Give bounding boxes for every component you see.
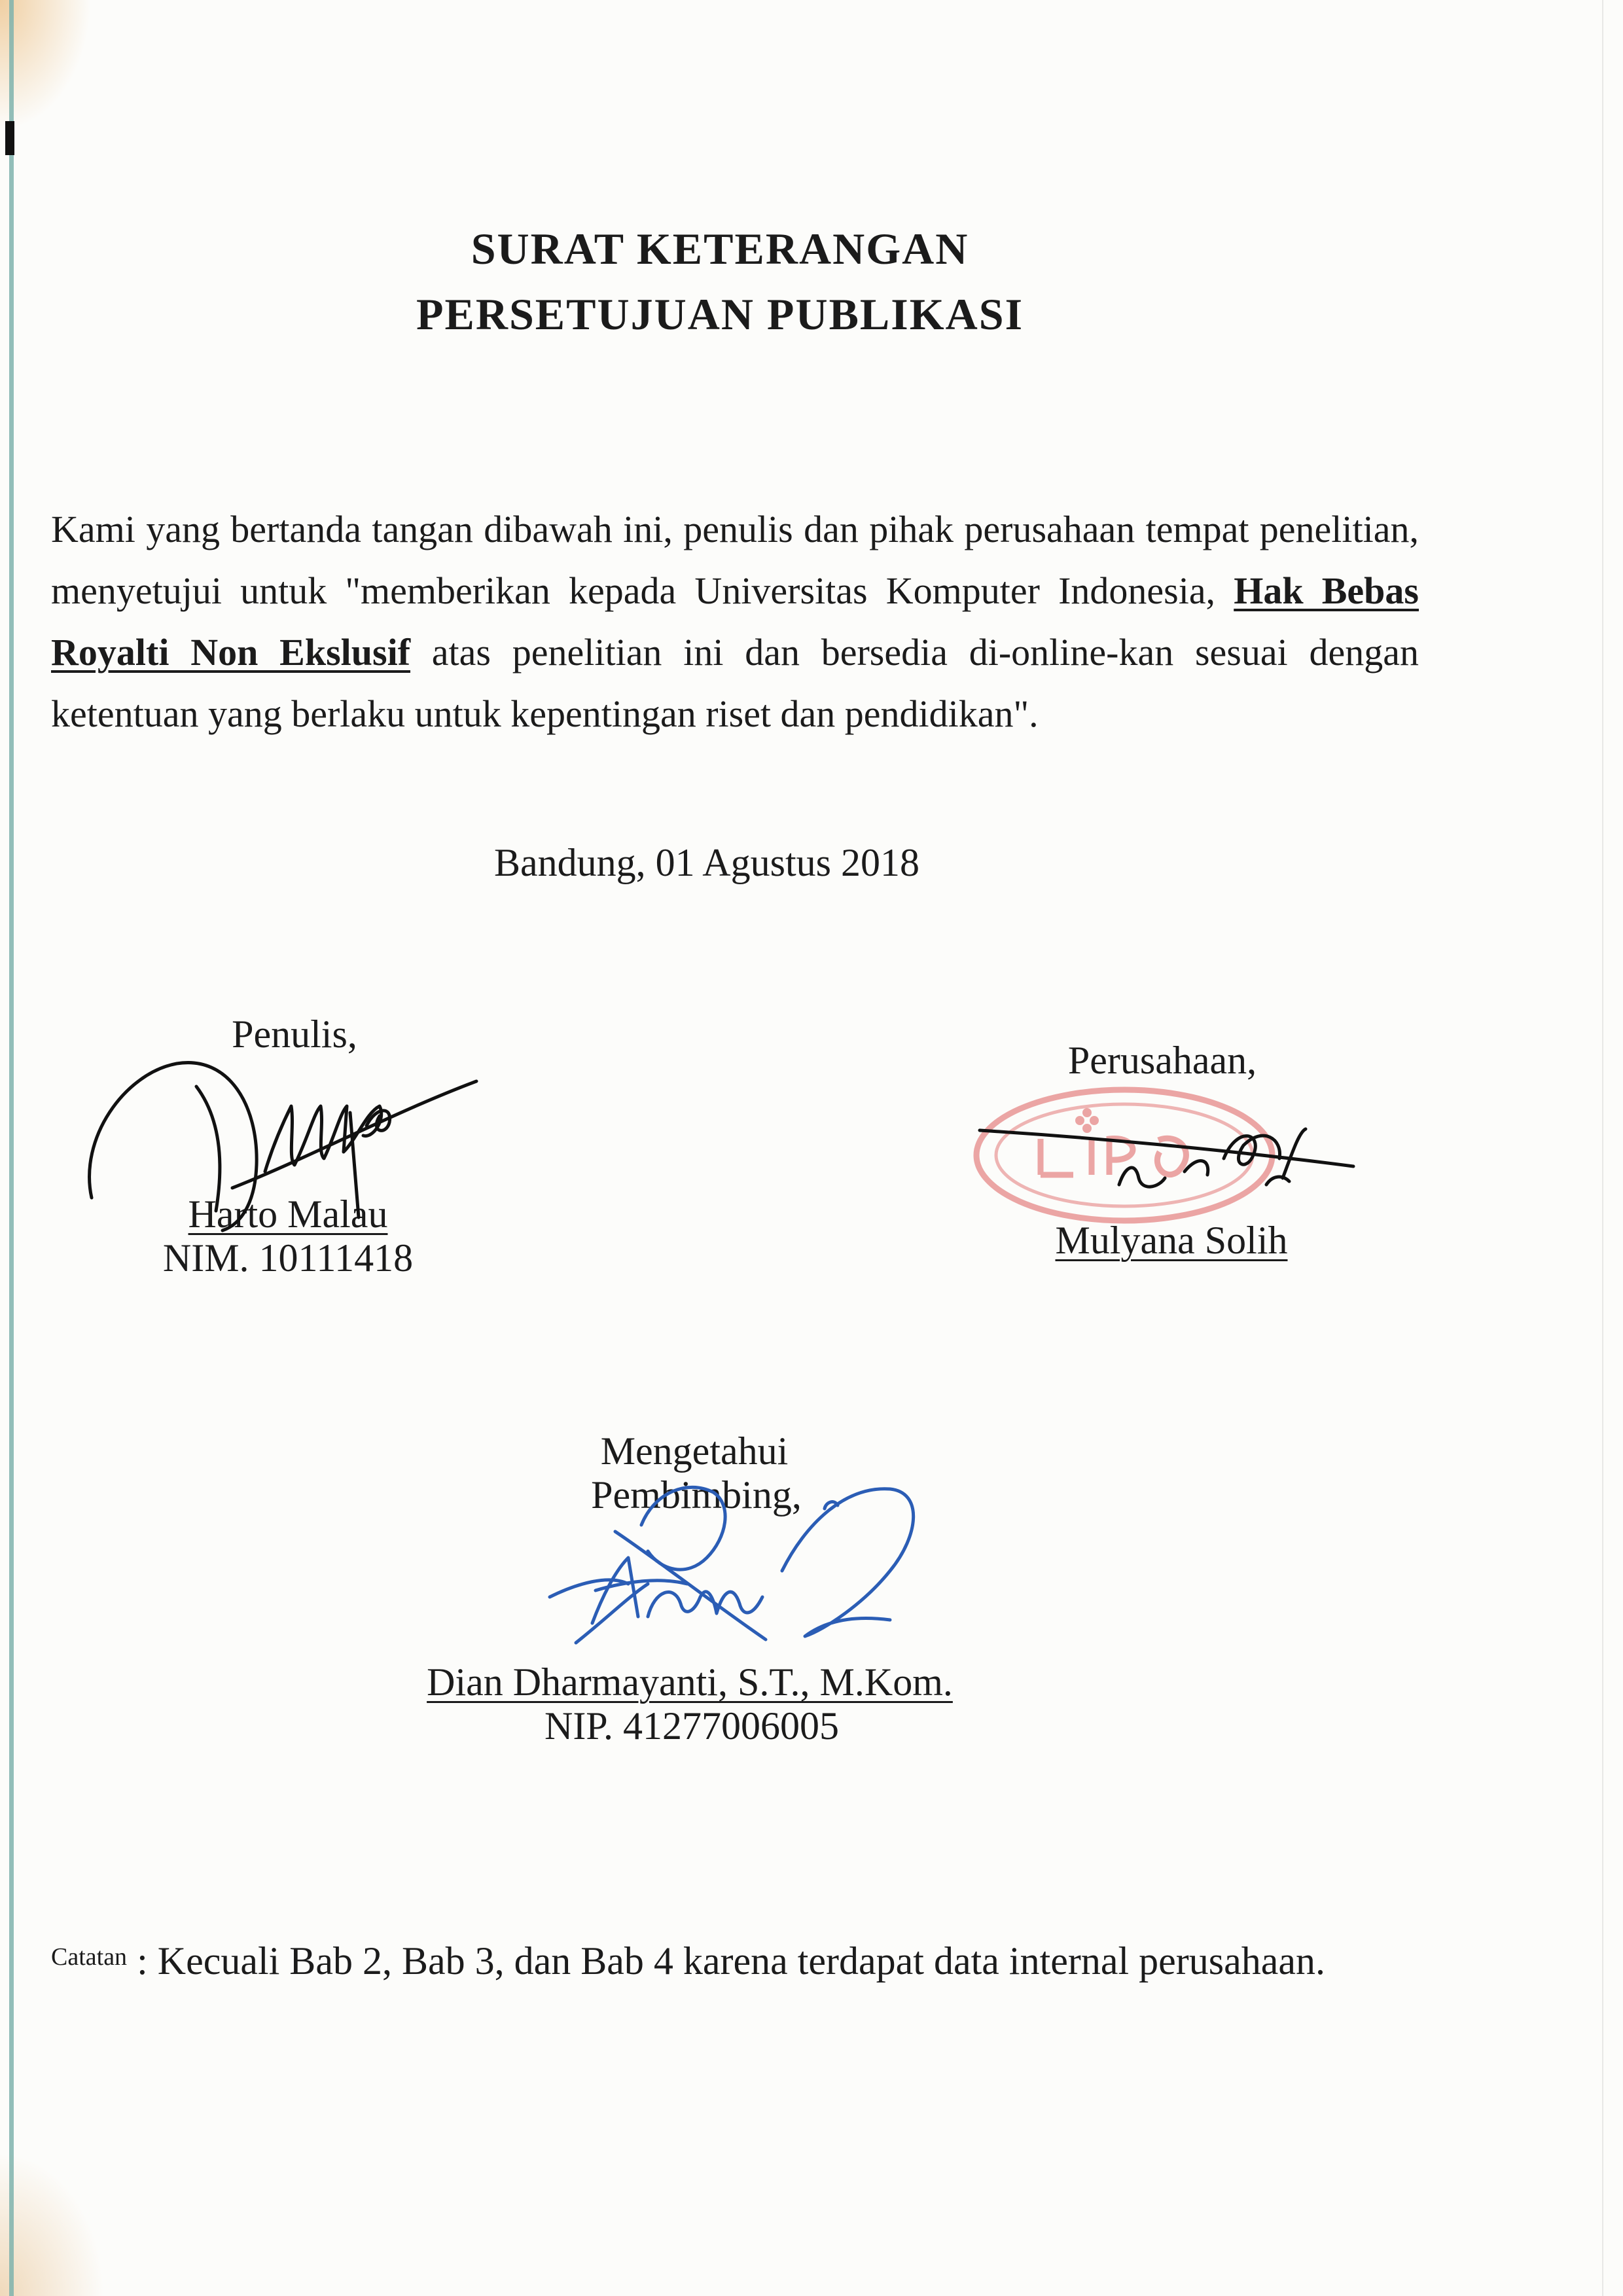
author-id: NIM. 10111418 — [162, 1236, 414, 1280]
supervisor-name: Dian Dharmayanti, S.T., M.Kom. — [427, 1660, 953, 1704]
author-role: Penulis, — [232, 1013, 357, 1056]
company-stamp — [976, 1090, 1272, 1221]
body-paragraph — [51, 499, 1419, 745]
document-title — [327, 216, 1113, 347]
company-name: Mulyana Solih — [1055, 1219, 1288, 1262]
supervisor-role: Pembimbing, — [591, 1473, 802, 1516]
scan-corner-tint — [0, 0, 92, 131]
scan-right-edge — [1602, 0, 1603, 2296]
supervisor-intro: Mengetahui — [600, 1429, 789, 1473]
supervisor-id: NIP. 41277006005 — [544, 1704, 840, 1748]
footnote — [51, 1934, 1325, 1984]
place-date: Bandung, 01 Agustus 2018 — [493, 841, 920, 884]
footnote-label: Catatan — [51, 1943, 128, 1971]
company-role: Perusahaan, — [1067, 1039, 1257, 1082]
company-signature — [980, 1129, 1353, 1187]
footnote-text: : Kecuali Bab 2, Bab 3, dan Bab 4 karena terdapat data internal perusahaan. — [137, 1939, 1325, 1982]
scan-corner-tint-bottom — [0, 2152, 105, 2296]
title-line-1: SURAT KETERANGAN — [471, 224, 969, 274]
scan-edge-mark — [5, 121, 14, 155]
body-emphasis: Hak Bebas Royalti Non Ekslusif — [51, 569, 1419, 673]
title-line-2: PERSETUJUAN PUBLIKASI — [416, 289, 1024, 339]
body-text-part2: atas penelitian ini dan bersedia di-online-kan sesuai dengan ketentuan yang berlaku untuk kepentingan riset dan pendidikan". — [51, 631, 1419, 735]
body-text-part1: Kami yang bertanda tangan dibawah ini, penulis dan pihak perusahaan tempat penelitian, menyetujui untuk "memberikan kepada Universitas Komputer Indonesia, — [51, 508, 1419, 612]
scan-edge-line — [9, 0, 14, 2296]
author-name: Harto Malau — [188, 1193, 388, 1236]
